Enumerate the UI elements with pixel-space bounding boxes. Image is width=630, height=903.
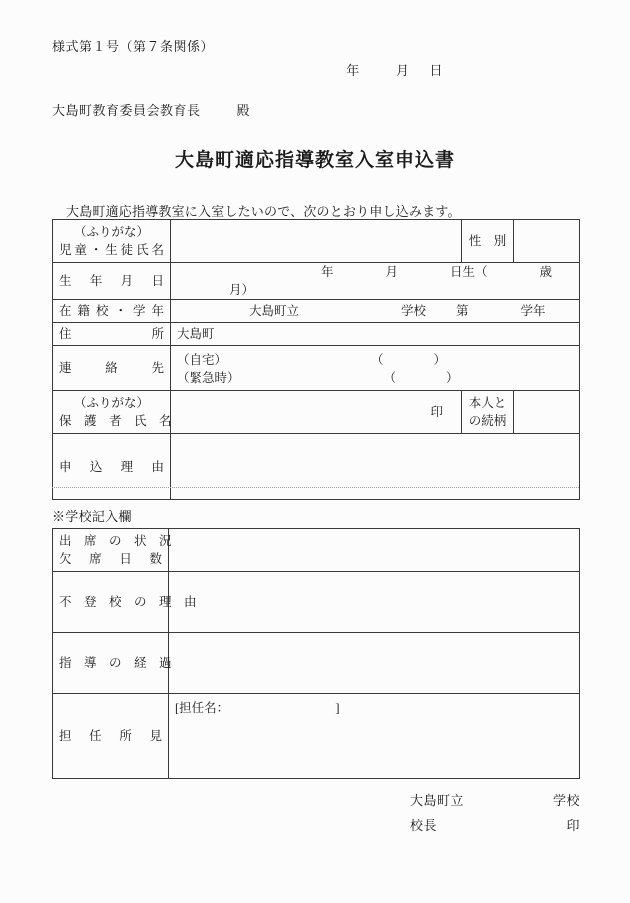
address-value: 大島町 [177, 327, 215, 342]
addressee-name: 大島町教育委員会教育長 [52, 103, 201, 118]
address-value-cell[interactable] [171, 323, 580, 346]
addressee-honorific: 殿 [236, 103, 251, 118]
attendance-label-cell [53, 529, 172, 572]
guardian-label: 保 護 者 氏 名 [59, 414, 172, 429]
birth-month-label: 月 [385, 265, 399, 279]
birth-value-cell[interactable] [171, 263, 580, 300]
contact-emergency-paren: （ ） [383, 371, 459, 386]
name-label: 児童・生徒氏名 [59, 243, 164, 257]
contact-home-row [177, 351, 573, 369]
attendance-label-line2: 欠 席 日 数 [59, 552, 162, 566]
signature-school-word: 学校 [552, 793, 580, 808]
guardian-seal-label: 印 [430, 405, 443, 420]
table-row-school-grade [53, 300, 580, 323]
gender-label-cell [462, 220, 514, 263]
reason-label-cell [53, 434, 171, 500]
table-row-birthdate [53, 263, 580, 300]
relation-value-cell[interactable] [514, 391, 580, 434]
form-number: 様式第１号（第７条関係） [52, 39, 215, 54]
relation-label-cell [462, 391, 514, 434]
signature-school-town: 大島町立 [410, 793, 465, 808]
school-word-label: 学校 [401, 304, 427, 319]
homeroom-opinion-label: 担 任 所 見 [59, 728, 162, 743]
homeroom-teacher-field: [担任名： ] [175, 701, 340, 715]
table-row-absence-reason [53, 572, 580, 633]
table-row-homeroom-opinion [53, 694, 580, 779]
birth-age-label: 歳 [539, 265, 553, 279]
attendance-label-line1: 出 席 の 状 況 [59, 533, 172, 548]
birth-day-born-label: 日生（ [450, 265, 488, 279]
applicant-table [52, 219, 580, 500]
signature-principal-label: 校長 [410, 817, 438, 833]
birth-months-label: 月） [229, 283, 255, 298]
grade-word-label: 学年 [520, 304, 546, 319]
table-row-attendance [53, 529, 580, 572]
date-line [330, 60, 578, 79]
birth-label-cell [53, 263, 171, 300]
address-label-cell [53, 323, 171, 346]
date-year-label: 年 [346, 63, 360, 78]
table-row-name [53, 220, 580, 263]
birth-label: 生 年 月 日 [59, 274, 164, 289]
section-divider [52, 487, 579, 488]
gender-label: 性 別 [468, 233, 507, 248]
signature-seal: 印 [566, 817, 580, 833]
gender-value-cell[interactable] [514, 220, 580, 263]
school-grade-label-cell [53, 300, 171, 323]
intro-sentence: 大島町適応指導教室に入室したいので、次のとおり申し込みます。 [66, 204, 461, 219]
guidance-value-cell[interactable] [169, 633, 580, 694]
guidance-label: 指 導 の 経 過 [59, 655, 172, 670]
absence-reason-value-cell[interactable] [169, 572, 580, 633]
contact-home-paren: （ ） [371, 353, 447, 368]
absence-reason-label-cell [53, 572, 197, 633]
table-row-address [53, 323, 580, 346]
table-row-reason [53, 434, 580, 500]
contact-home-label: （自宅） [177, 353, 228, 368]
address-label: 住 所 [59, 327, 164, 342]
school-section-note: ※学校記入欄 [52, 509, 132, 524]
guidance-label-cell [53, 633, 172, 694]
date-month-label: 月 [395, 63, 410, 78]
contact-value-cell[interactable] [171, 346, 580, 391]
homeroom-opinion-label-cell [53, 694, 169, 779]
contact-emergency-row [177, 369, 573, 387]
signature-block [410, 789, 580, 838]
table-row-contact [53, 346, 580, 391]
guardian-furigana-label: （ふりがな） [73, 396, 149, 411]
homeroom-opinion-value-cell[interactable] [169, 694, 580, 779]
grade-dai-label: 第 [456, 304, 469, 319]
attendance-value-cell[interactable] [169, 529, 580, 572]
addressee-line [52, 100, 250, 119]
reason-label: 申 込 理 由 [59, 459, 164, 474]
contact-label-cell [53, 346, 171, 391]
birth-year-label: 年 [321, 265, 334, 279]
school-table [52, 528, 580, 779]
relation-label-line1: 本人と [468, 396, 507, 411]
date-day-label: 日 [429, 63, 444, 78]
relation-label-line2: の続柄 [468, 414, 507, 429]
absence-reason-label: 不 登 校 の 理 由 [59, 594, 197, 609]
name-value-cell[interactable] [171, 220, 462, 263]
page-title: 大島町適応指導教室入室申込書 [174, 150, 455, 171]
guardian-value-cell[interactable] [171, 391, 462, 434]
table-row-guardian [53, 391, 580, 434]
contact-emergency-label: （緊急時） [177, 371, 240, 386]
school-grade-label: 在籍校・学年 [59, 304, 164, 319]
school-town-label: 大島町立 [249, 304, 300, 319]
name-label-cell [53, 220, 171, 263]
signature-school-row [410, 789, 580, 814]
guardian-label-cell [53, 391, 171, 434]
contact-label: 連 絡 先 [59, 361, 164, 376]
school-grade-value-cell[interactable] [171, 300, 580, 323]
table-row-guidance [53, 633, 580, 694]
reason-value-cell[interactable] [171, 434, 580, 500]
name-furigana-label: （ふりがな） [73, 224, 149, 239]
signature-principal-row [410, 814, 580, 839]
